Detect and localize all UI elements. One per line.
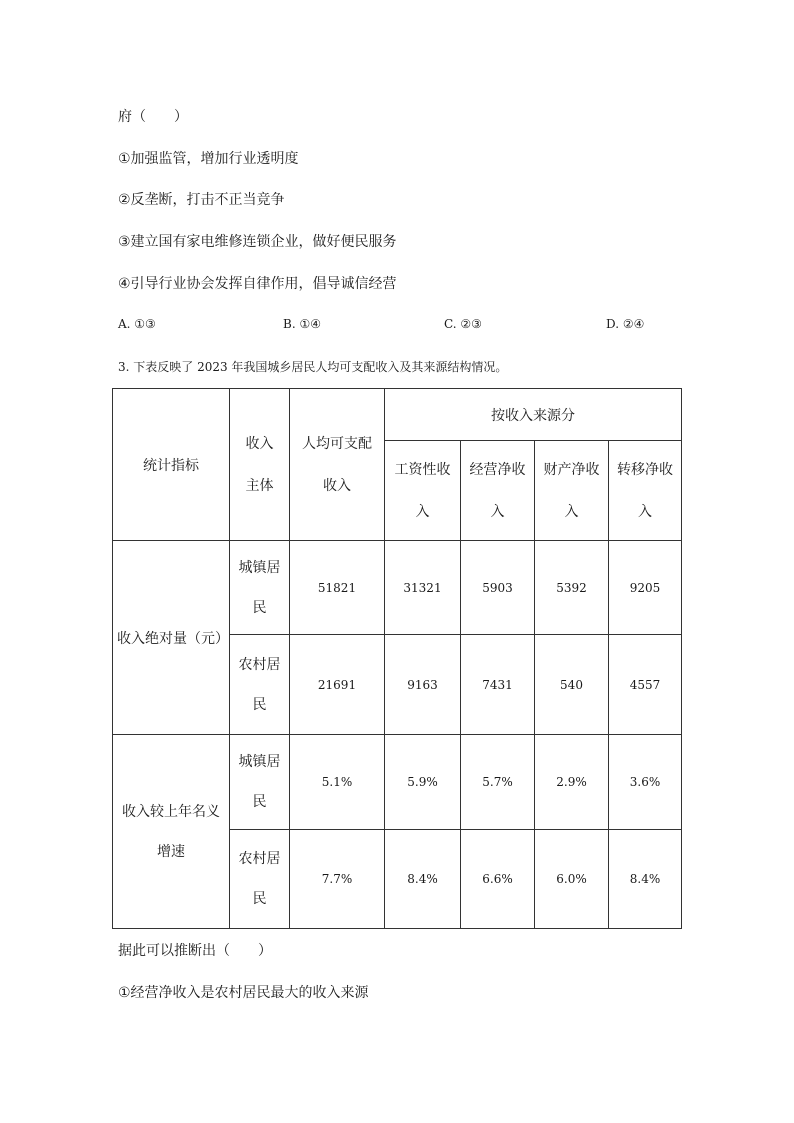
cell: 21691 [290,635,385,735]
header-by-source: 按收入来源分 [385,389,682,441]
cell: 7.7% [290,830,385,929]
subject-rural: 农村居民 [230,830,290,929]
q2-option-d: D. ②④ [606,317,645,331]
cell: 5392 [535,541,609,635]
cell: 5.9% [385,735,461,830]
cell: 8.4% [385,830,461,929]
q2-option-c: C. ②③ [444,317,482,331]
cell: 3.6% [609,735,682,830]
header-source-transfer: 转移净收入 [609,441,682,541]
cell: 9205 [609,541,682,635]
cell: 9163 [385,635,461,735]
cell: 5.1% [290,735,385,830]
header-source-business: 经营净收入 [461,441,535,541]
header-subject: 收入主体 [230,389,290,541]
q2-item-3: ③建立国有家电维修连锁企业，做好便民服务 [118,234,397,250]
header-source-wages: 工资性收入 [385,441,461,541]
group-growth-label: 收入较上年名义增速 [113,735,230,929]
subject-urban: 城镇居民 [230,735,290,830]
header-indicator: 统计指标 [113,389,230,541]
cell: 6.0% [535,830,609,929]
subject-rural: 农村居民 [230,635,290,735]
cell: 31321 [385,541,461,635]
subject-urban: 城镇居民 [230,541,290,635]
header-disposable: 人均可支配收入 [290,389,385,541]
q3-item-1: ①经营净收入是农村居民最大的收入来源 [118,985,369,1001]
cell: 5.7% [461,735,535,830]
cell: 2.9% [535,735,609,830]
q2-option-a: A. ①③ [118,317,156,331]
cell: 6.6% [461,830,535,929]
q2-item-4: ④引导行业协会发挥自律作用，倡导诚信经营 [118,276,397,292]
cell: 7431 [461,635,535,735]
cell: 8.4% [609,830,682,929]
group-absolute-label: 收入绝对量（元） [113,541,230,735]
q2-item-1: ①加强监管，增加行业透明度 [118,151,299,167]
cell: 51821 [290,541,385,635]
q2-item-2: ②反垄断，打击不正当竞争 [118,192,285,208]
q2-option-b: B. ①④ [283,317,321,331]
q3-stem: 3. 下表反映了 2023 年我国城乡居民人均可支配收入及其来源结构情况。 [118,360,508,374]
cell: 540 [535,635,609,735]
income-table [112,388,682,929]
q3-infer: 据此可以推断出（ ） [118,943,272,959]
cell: 5903 [461,541,535,635]
cell: 4557 [609,635,682,735]
header-source-property: 财产净收入 [535,441,609,541]
q2-stem-tail: 府（ ） [118,109,188,125]
